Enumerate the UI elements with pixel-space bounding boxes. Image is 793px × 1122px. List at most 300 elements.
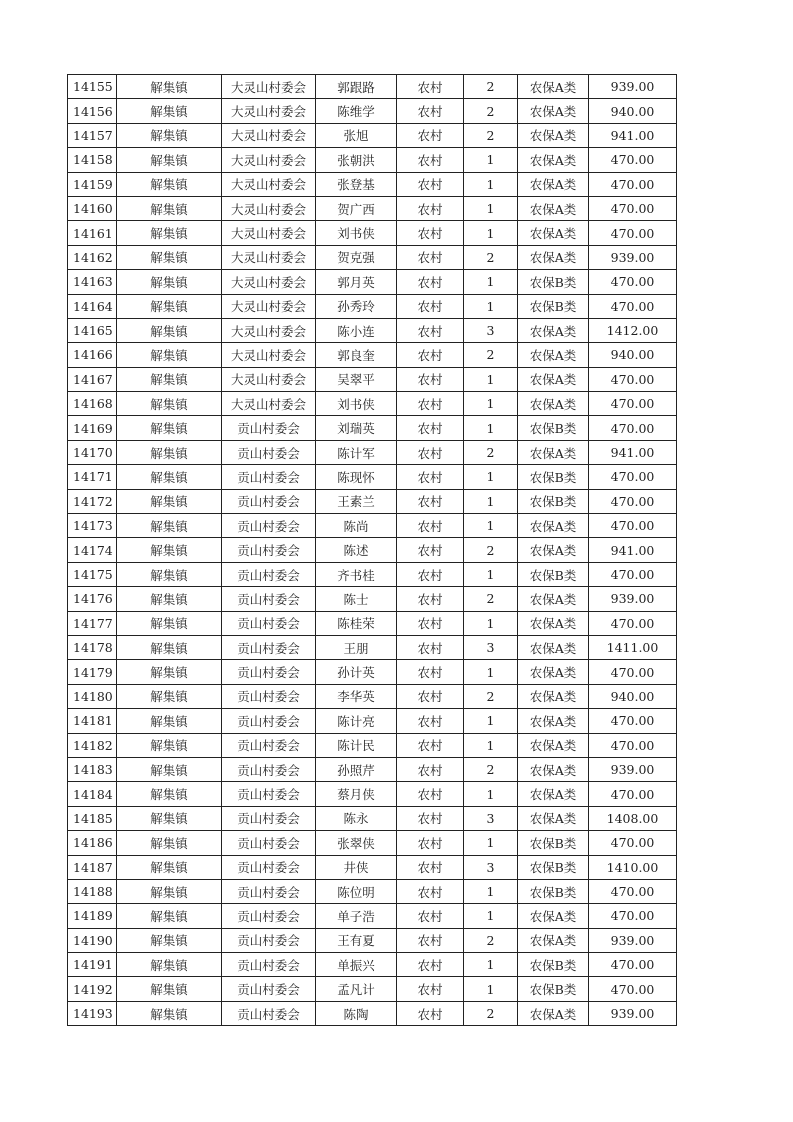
- person-name-cell: 贺广西: [316, 196, 397, 220]
- household-count-cell: 1: [464, 660, 518, 684]
- record-id-cell: 14162: [68, 245, 117, 269]
- village-committee-cell: 贡山村委会: [222, 953, 316, 977]
- household-count-cell: 1: [464, 416, 518, 440]
- record-id-cell: 14164: [68, 294, 117, 318]
- amount-cell: 470.00: [589, 709, 677, 733]
- amount-cell: 939.00: [589, 1001, 677, 1025]
- record-id-cell: 14185: [68, 806, 117, 830]
- table-row: [68, 587, 677, 611]
- insurance-class-cell: 农保A类: [518, 660, 589, 684]
- village-committee-cell: 大灵山村委会: [222, 99, 316, 123]
- amount-cell: 939.00: [589, 757, 677, 781]
- amount-cell: 941.00: [589, 123, 677, 147]
- person-name-cell: 井侠: [316, 855, 397, 879]
- insurance-class-cell: 农保A类: [518, 172, 589, 196]
- table-row: [68, 245, 677, 269]
- person-name-cell: 陈士: [316, 587, 397, 611]
- town-cell: 解集镇: [117, 635, 222, 659]
- insurance-class-cell: 农保B类: [518, 270, 589, 294]
- household-count-cell: 2: [464, 587, 518, 611]
- amount-cell: 470.00: [589, 733, 677, 757]
- area-type-cell: 农村: [397, 684, 464, 708]
- record-id-cell: 14158: [68, 148, 117, 172]
- village-committee-cell: 贡山村委会: [222, 757, 316, 781]
- record-id-cell: 14171: [68, 465, 117, 489]
- village-committee-cell: 贡山村委会: [222, 416, 316, 440]
- area-type-cell: 农村: [397, 733, 464, 757]
- record-id-cell: 14167: [68, 367, 117, 391]
- area-type-cell: 农村: [397, 367, 464, 391]
- person-name-cell: 张朝洪: [316, 148, 397, 172]
- area-type-cell: 农村: [397, 831, 464, 855]
- town-cell: 解集镇: [117, 245, 222, 269]
- town-cell: 解集镇: [117, 196, 222, 220]
- table-row: [68, 757, 677, 781]
- table-row: [68, 977, 677, 1001]
- household-count-cell: 1: [464, 782, 518, 806]
- insurance-class-cell: 农保A类: [518, 392, 589, 416]
- record-id-cell: 14193: [68, 1001, 117, 1025]
- record-id-cell: 14182: [68, 733, 117, 757]
- record-id-cell: 14190: [68, 928, 117, 952]
- person-name-cell: 陈小连: [316, 318, 397, 342]
- table-row: [68, 221, 677, 245]
- household-count-cell: 2: [464, 75, 518, 99]
- table-row: [68, 343, 677, 367]
- insurance-class-cell: 农保A类: [518, 123, 589, 147]
- person-name-cell: 郭良奎: [316, 343, 397, 367]
- town-cell: 解集镇: [117, 221, 222, 245]
- amount-cell: 941.00: [589, 440, 677, 464]
- record-id-cell: 14163: [68, 270, 117, 294]
- town-cell: 解集镇: [117, 757, 222, 781]
- amount-cell: 470.00: [589, 977, 677, 1001]
- amount-cell: 470.00: [589, 514, 677, 538]
- household-count-cell: 1: [464, 489, 518, 513]
- insurance-class-cell: 农保A类: [518, 75, 589, 99]
- town-cell: 解集镇: [117, 440, 222, 464]
- amount-cell: 1411.00: [589, 635, 677, 659]
- household-count-cell: 2: [464, 928, 518, 952]
- insurance-class-cell: 农保A类: [518, 196, 589, 220]
- record-id-cell: 14177: [68, 611, 117, 635]
- town-cell: 解集镇: [117, 709, 222, 733]
- table-row: [68, 367, 677, 391]
- insurance-class-cell: 农保A类: [518, 635, 589, 659]
- insurance-class-cell: 农保A类: [518, 221, 589, 245]
- table-row: [68, 440, 677, 464]
- amount-cell: 470.00: [589, 294, 677, 318]
- person-name-cell: 单振兴: [316, 953, 397, 977]
- records-table: [67, 74, 677, 1026]
- table-row: [68, 928, 677, 952]
- area-type-cell: 农村: [397, 757, 464, 781]
- person-name-cell: 陈陶: [316, 1001, 397, 1025]
- village-committee-cell: 贡山村委会: [222, 733, 316, 757]
- area-type-cell: 农村: [397, 928, 464, 952]
- village-committee-cell: 大灵山村委会: [222, 221, 316, 245]
- amount-cell: 470.00: [589, 831, 677, 855]
- village-committee-cell: 大灵山村委会: [222, 392, 316, 416]
- village-committee-cell: 大灵山村委会: [222, 196, 316, 220]
- insurance-class-cell: 农保A类: [518, 904, 589, 928]
- area-type-cell: 农村: [397, 514, 464, 538]
- household-count-cell: 3: [464, 318, 518, 342]
- record-id-cell: 14188: [68, 879, 117, 903]
- household-count-cell: 1: [464, 148, 518, 172]
- household-count-cell: 3: [464, 855, 518, 879]
- insurance-class-cell: 农保B类: [518, 465, 589, 489]
- table-row: [68, 416, 677, 440]
- town-cell: 解集镇: [117, 831, 222, 855]
- village-committee-cell: 大灵山村委会: [222, 294, 316, 318]
- insurance-class-cell: 农保A类: [518, 99, 589, 123]
- person-name-cell: 李华英: [316, 684, 397, 708]
- record-id-cell: 14160: [68, 196, 117, 220]
- person-name-cell: 吴翠平: [316, 367, 397, 391]
- town-cell: 解集镇: [117, 928, 222, 952]
- record-id-cell: 14178: [68, 635, 117, 659]
- table-row: [68, 953, 677, 977]
- area-type-cell: 农村: [397, 611, 464, 635]
- insurance-class-cell: 农保A类: [518, 587, 589, 611]
- record-id-cell: 14166: [68, 343, 117, 367]
- insurance-class-cell: 农保A类: [518, 318, 589, 342]
- village-committee-cell: 贡山村委会: [222, 1001, 316, 1025]
- area-type-cell: 农村: [397, 148, 464, 172]
- town-cell: 解集镇: [117, 904, 222, 928]
- area-type-cell: 农村: [397, 465, 464, 489]
- village-committee-cell: 贡山村委会: [222, 928, 316, 952]
- table-row: [68, 172, 677, 196]
- record-id-cell: 14174: [68, 538, 117, 562]
- household-count-cell: 1: [464, 465, 518, 489]
- area-type-cell: 农村: [397, 196, 464, 220]
- household-count-cell: 1: [464, 270, 518, 294]
- record-id-cell: 14186: [68, 831, 117, 855]
- town-cell: 解集镇: [117, 367, 222, 391]
- village-committee-cell: 贡山村委会: [222, 660, 316, 684]
- insurance-class-cell: 农保B类: [518, 416, 589, 440]
- record-id-cell: 14187: [68, 855, 117, 879]
- insurance-class-cell: 农保B类: [518, 855, 589, 879]
- record-id-cell: 14157: [68, 123, 117, 147]
- amount-cell: 939.00: [589, 75, 677, 99]
- household-count-cell: 1: [464, 977, 518, 1001]
- person-name-cell: 贺克强: [316, 245, 397, 269]
- area-type-cell: 农村: [397, 172, 464, 196]
- town-cell: 解集镇: [117, 148, 222, 172]
- amount-cell: 939.00: [589, 245, 677, 269]
- village-committee-cell: 贡山村委会: [222, 855, 316, 879]
- village-committee-cell: 大灵山村委会: [222, 270, 316, 294]
- town-cell: 解集镇: [117, 879, 222, 903]
- town-cell: 解集镇: [117, 416, 222, 440]
- amount-cell: 470.00: [589, 782, 677, 806]
- person-name-cell: 张登基: [316, 172, 397, 196]
- household-count-cell: 1: [464, 953, 518, 977]
- table-body: [68, 75, 677, 1026]
- table-row: [68, 514, 677, 538]
- person-name-cell: 郭月英: [316, 270, 397, 294]
- area-type-cell: 农村: [397, 489, 464, 513]
- insurance-class-cell: 农保A类: [518, 709, 589, 733]
- area-type-cell: 农村: [397, 782, 464, 806]
- village-committee-cell: 大灵山村委会: [222, 75, 316, 99]
- household-count-cell: 1: [464, 904, 518, 928]
- household-count-cell: 2: [464, 245, 518, 269]
- amount-cell: 470.00: [589, 148, 677, 172]
- area-type-cell: 农村: [397, 416, 464, 440]
- village-committee-cell: 贡山村委会: [222, 562, 316, 586]
- village-committee-cell: 贡山村委会: [222, 879, 316, 903]
- area-type-cell: 农村: [397, 635, 464, 659]
- household-count-cell: 1: [464, 562, 518, 586]
- amount-cell: 470.00: [589, 172, 677, 196]
- table-row: [68, 879, 677, 903]
- village-committee-cell: 大灵山村委会: [222, 123, 316, 147]
- amount-cell: 470.00: [589, 879, 677, 903]
- household-count-cell: 1: [464, 733, 518, 757]
- village-committee-cell: 贡山村委会: [222, 684, 316, 708]
- person-name-cell: 陈维学: [316, 99, 397, 123]
- amount-cell: 940.00: [589, 684, 677, 708]
- village-committee-cell: 贡山村委会: [222, 465, 316, 489]
- area-type-cell: 农村: [397, 270, 464, 294]
- household-count-cell: 1: [464, 221, 518, 245]
- household-count-cell: 1: [464, 172, 518, 196]
- amount-cell: 470.00: [589, 416, 677, 440]
- town-cell: 解集镇: [117, 294, 222, 318]
- table-row: [68, 831, 677, 855]
- table-row: [68, 1001, 677, 1025]
- insurance-class-cell: 农保A类: [518, 733, 589, 757]
- amount-cell: 1412.00: [589, 318, 677, 342]
- town-cell: 解集镇: [117, 587, 222, 611]
- town-cell: 解集镇: [117, 270, 222, 294]
- amount-cell: 1410.00: [589, 855, 677, 879]
- table-row: [68, 660, 677, 684]
- amount-cell: 470.00: [589, 465, 677, 489]
- household-count-cell: 2: [464, 123, 518, 147]
- person-name-cell: 陈永: [316, 806, 397, 830]
- insurance-class-cell: 农保A类: [518, 928, 589, 952]
- amount-cell: 939.00: [589, 928, 677, 952]
- table-row: [68, 270, 677, 294]
- person-name-cell: 刘书侠: [316, 392, 397, 416]
- table-row: [68, 465, 677, 489]
- household-count-cell: 1: [464, 392, 518, 416]
- household-count-cell: 1: [464, 611, 518, 635]
- insurance-class-cell: 农保A类: [518, 440, 589, 464]
- household-count-cell: 2: [464, 684, 518, 708]
- insurance-class-cell: 农保A类: [518, 1001, 589, 1025]
- table-row: [68, 709, 677, 733]
- area-type-cell: 农村: [397, 1001, 464, 1025]
- town-cell: 解集镇: [117, 611, 222, 635]
- person-name-cell: 王素兰: [316, 489, 397, 513]
- household-count-cell: 1: [464, 196, 518, 220]
- amount-cell: 470.00: [589, 904, 677, 928]
- area-type-cell: 农村: [397, 343, 464, 367]
- person-name-cell: 孙照芹: [316, 757, 397, 781]
- town-cell: 解集镇: [117, 660, 222, 684]
- area-type-cell: 农村: [397, 123, 464, 147]
- insurance-class-cell: 农保A类: [518, 538, 589, 562]
- insurance-class-cell: 农保B类: [518, 831, 589, 855]
- person-name-cell: 陈桂荣: [316, 611, 397, 635]
- household-count-cell: 1: [464, 879, 518, 903]
- household-count-cell: 2: [464, 440, 518, 464]
- area-type-cell: 农村: [397, 294, 464, 318]
- village-committee-cell: 大灵山村委会: [222, 245, 316, 269]
- area-type-cell: 农村: [397, 660, 464, 684]
- area-type-cell: 农村: [397, 562, 464, 586]
- insurance-class-cell: 农保A类: [518, 806, 589, 830]
- table-row: [68, 123, 677, 147]
- record-id-cell: 14156: [68, 99, 117, 123]
- insurance-class-cell: 农保A类: [518, 148, 589, 172]
- village-committee-cell: 贡山村委会: [222, 635, 316, 659]
- household-count-cell: 1: [464, 367, 518, 391]
- record-id-cell: 14175: [68, 562, 117, 586]
- amount-cell: 941.00: [589, 538, 677, 562]
- town-cell: 解集镇: [117, 977, 222, 1001]
- town-cell: 解集镇: [117, 465, 222, 489]
- table-row: [68, 562, 677, 586]
- village-committee-cell: 贡山村委会: [222, 904, 316, 928]
- record-id-cell: 14161: [68, 221, 117, 245]
- village-committee-cell: 大灵山村委会: [222, 367, 316, 391]
- person-name-cell: 王朋: [316, 635, 397, 659]
- person-name-cell: 孙秀玲: [316, 294, 397, 318]
- table-row: [68, 684, 677, 708]
- village-committee-cell: 贡山村委会: [222, 440, 316, 464]
- town-cell: 解集镇: [117, 343, 222, 367]
- household-count-cell: 2: [464, 538, 518, 562]
- insurance-class-cell: 农保B类: [518, 953, 589, 977]
- area-type-cell: 农村: [397, 904, 464, 928]
- table-row: [68, 904, 677, 928]
- area-type-cell: 农村: [397, 221, 464, 245]
- area-type-cell: 农村: [397, 318, 464, 342]
- town-cell: 解集镇: [117, 392, 222, 416]
- person-name-cell: 陈现怀: [316, 465, 397, 489]
- record-id-cell: 14183: [68, 757, 117, 781]
- record-id-cell: 14191: [68, 953, 117, 977]
- person-name-cell: 陈述: [316, 538, 397, 562]
- record-id-cell: 14159: [68, 172, 117, 196]
- table-row: [68, 75, 677, 99]
- amount-cell: 470.00: [589, 367, 677, 391]
- village-committee-cell: 贡山村委会: [222, 489, 316, 513]
- amount-cell: 1408.00: [589, 806, 677, 830]
- village-committee-cell: 大灵山村委会: [222, 172, 316, 196]
- area-type-cell: 农村: [397, 99, 464, 123]
- village-committee-cell: 贡山村委会: [222, 709, 316, 733]
- amount-cell: 470.00: [589, 221, 677, 245]
- person-name-cell: 郭跟路: [316, 75, 397, 99]
- record-id-cell: 14170: [68, 440, 117, 464]
- record-id-cell: 14181: [68, 709, 117, 733]
- insurance-class-cell: 农保A类: [518, 245, 589, 269]
- village-committee-cell: 大灵山村委会: [222, 318, 316, 342]
- town-cell: 解集镇: [117, 538, 222, 562]
- person-name-cell: 单子浩: [316, 904, 397, 928]
- area-type-cell: 农村: [397, 709, 464, 733]
- area-type-cell: 农村: [397, 855, 464, 879]
- table-row: [68, 611, 677, 635]
- amount-cell: 470.00: [589, 270, 677, 294]
- town-cell: 解集镇: [117, 733, 222, 757]
- person-name-cell: 齐书桂: [316, 562, 397, 586]
- amount-cell: 940.00: [589, 343, 677, 367]
- person-name-cell: 孙计英: [316, 660, 397, 684]
- town-cell: 解集镇: [117, 172, 222, 196]
- insurance-class-cell: 农保A类: [518, 343, 589, 367]
- table-row: [68, 538, 677, 562]
- record-id-cell: 14169: [68, 416, 117, 440]
- insurance-class-cell: 农保A类: [518, 367, 589, 391]
- amount-cell: 470.00: [589, 489, 677, 513]
- household-count-cell: 2: [464, 757, 518, 781]
- village-committee-cell: 贡山村委会: [222, 587, 316, 611]
- person-name-cell: 陈计军: [316, 440, 397, 464]
- village-committee-cell: 贡山村委会: [222, 806, 316, 830]
- town-cell: 解集镇: [117, 1001, 222, 1025]
- insurance-class-cell: 农保A类: [518, 782, 589, 806]
- record-id-cell: 14189: [68, 904, 117, 928]
- record-id-cell: 14179: [68, 660, 117, 684]
- household-count-cell: 1: [464, 831, 518, 855]
- village-committee-cell: 贡山村委会: [222, 611, 316, 635]
- town-cell: 解集镇: [117, 123, 222, 147]
- person-name-cell: 张旭: [316, 123, 397, 147]
- household-count-cell: 2: [464, 343, 518, 367]
- village-committee-cell: 贡山村委会: [222, 514, 316, 538]
- person-name-cell: 王有夏: [316, 928, 397, 952]
- table-row: [68, 855, 677, 879]
- table-row: [68, 318, 677, 342]
- village-committee-cell: 贡山村委会: [222, 782, 316, 806]
- area-type-cell: 农村: [397, 806, 464, 830]
- person-name-cell: 刘书侠: [316, 221, 397, 245]
- amount-cell: 470.00: [589, 953, 677, 977]
- town-cell: 解集镇: [117, 489, 222, 513]
- town-cell: 解集镇: [117, 75, 222, 99]
- record-id-cell: 14168: [68, 392, 117, 416]
- amount-cell: 470.00: [589, 611, 677, 635]
- town-cell: 解集镇: [117, 953, 222, 977]
- household-count-cell: 2: [464, 99, 518, 123]
- record-id-cell: 14192: [68, 977, 117, 1001]
- village-committee-cell: 大灵山村委会: [222, 148, 316, 172]
- household-count-cell: 3: [464, 806, 518, 830]
- area-type-cell: 农村: [397, 538, 464, 562]
- table-row: [68, 99, 677, 123]
- insurance-class-cell: 农保B类: [518, 294, 589, 318]
- area-type-cell: 农村: [397, 75, 464, 99]
- village-committee-cell: 贡山村委会: [222, 538, 316, 562]
- insurance-class-cell: 农保B类: [518, 977, 589, 1001]
- person-name-cell: 陈尚: [316, 514, 397, 538]
- area-type-cell: 农村: [397, 977, 464, 1001]
- table-row: [68, 392, 677, 416]
- insurance-class-cell: 农保B类: [518, 562, 589, 586]
- record-id-cell: 14155: [68, 75, 117, 99]
- record-id-cell: 14176: [68, 587, 117, 611]
- record-id-cell: 14172: [68, 489, 117, 513]
